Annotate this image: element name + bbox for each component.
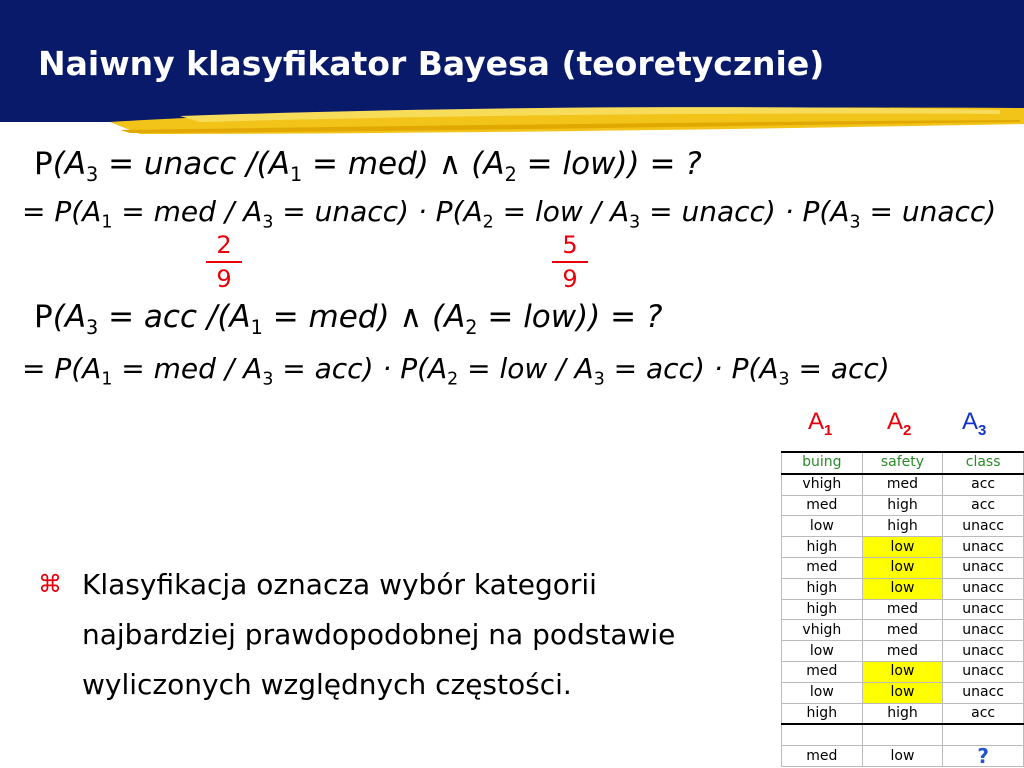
table-cell: med (862, 474, 943, 495)
table-cell: med (862, 620, 943, 641)
formula-posterior-acc: $P(A_3$ = acc $/(A_1 = med)$ ∧ $(A_2 = low)$) = ? (34, 299, 663, 340)
formula-subscript: 2 (504, 163, 517, 187)
table-row (782, 703, 1024, 724)
training-data-table (781, 451, 1024, 767)
table-row (782, 495, 1024, 516)
fraction-two-ninths (204, 231, 244, 293)
formula-text: A (759, 352, 779, 385)
bullet-text (82, 560, 782, 710)
formula-text: = med / (112, 195, 244, 228)
table-row (782, 537, 1024, 558)
query-unknown-class: ? (943, 746, 1024, 767)
formula-subscript: 3 (262, 212, 274, 233)
table-cell: high (862, 516, 943, 537)
table-cell: low (782, 641, 863, 662)
formula-subscript: 3 (86, 163, 99, 187)
formula-text: = low / (493, 195, 611, 228)
table-spacer-row (782, 724, 1024, 746)
query-cell: med (782, 746, 863, 767)
table-cell-empty (943, 724, 1024, 746)
fraction-denominator: 9 (562, 265, 578, 293)
table-cell: high (782, 703, 863, 724)
formula-text: = low)) = ? (516, 146, 702, 182)
attribute-letter: A (808, 408, 825, 435)
fraction-numerator: 2 (216, 231, 232, 259)
formula-subscript: 3 (778, 369, 790, 390)
table-cell: high (782, 537, 863, 558)
table-cell: low (782, 516, 863, 537)
table-cell-highlighted: low (862, 661, 943, 682)
formula-text: A (64, 299, 87, 335)
table-row (782, 682, 1024, 703)
formula-posterior-unacc: $P(A_3$ = unacc $/(A_1 = med)$ ∧ $(A_2 = low)$) = ? (34, 146, 702, 187)
formula-subscript: 3 (849, 212, 861, 233)
formula-subscript: 2 (465, 316, 478, 340)
formula-text: = acc /( (98, 299, 230, 335)
formula-text: A (444, 299, 466, 335)
table-row (782, 661, 1024, 682)
table-cell: vhigh (782, 620, 863, 641)
table-cell-highlighted: low (862, 557, 943, 578)
formula-text: A (610, 195, 630, 228)
table-cell-empty (862, 724, 943, 746)
table-cell: unacc (943, 620, 1024, 641)
table-cell: high (862, 703, 943, 724)
formula-text: A (82, 195, 102, 228)
formula-text: A (574, 352, 594, 385)
formula-text: = acc) · P( (273, 352, 429, 385)
formula-text: A (483, 146, 505, 182)
formula-text: A (463, 195, 483, 228)
fraction-five-ninths (550, 231, 590, 293)
formula-text: = unacc) · P( (273, 195, 464, 228)
formula-subscript: 3 (86, 316, 99, 340)
bullet-line: najbardziej prawdopodobnej na podstawie (82, 618, 676, 651)
formula-text: = med) ∧ ( (302, 146, 484, 182)
table-cell: med (782, 495, 863, 516)
table-cell-empty (782, 724, 863, 746)
table-cell: unacc (943, 661, 1024, 682)
table-cell: unacc (943, 599, 1024, 620)
formula-subscript: 1 (101, 369, 113, 390)
formula-text: P (34, 299, 53, 335)
table-cell: acc (943, 703, 1024, 724)
formula-text: A (229, 299, 251, 335)
formula-subscript: 2 (447, 369, 459, 390)
formula-text: = unacc) · P( (640, 195, 831, 228)
formula-text: = P( (22, 195, 83, 228)
table-cell: med (862, 599, 943, 620)
attribute-label-a1 (808, 408, 832, 439)
command-key-icon: ⌘ (38, 570, 62, 598)
attribute-subscript: 3 (978, 421, 987, 439)
attribute-subscript: 1 (824, 421, 833, 439)
yellow-brush-stroke (0, 100, 1024, 136)
formula-subscript: 1 (250, 316, 263, 340)
table-header-row (782, 452, 1024, 474)
formula-subscript: 1 (101, 212, 113, 233)
table-cell: acc (943, 474, 1024, 495)
formula-subscript: 3 (593, 369, 605, 390)
table-row (782, 516, 1024, 537)
attribute-letter: A (887, 408, 904, 435)
formula-text: P (34, 146, 53, 182)
table-cell: low (782, 682, 863, 703)
table-cell: unacc (943, 641, 1024, 662)
fraction-numerator: 5 (562, 231, 578, 259)
formula-expansion-acc (22, 352, 890, 390)
slide-title: Naiwny klasyfikator Bayesa (teoretycznie) (38, 44, 825, 83)
formula-subscript: 2 (482, 212, 494, 233)
table-cell: acc (943, 495, 1024, 516)
fraction-bar (552, 261, 588, 263)
table-cell: med (862, 641, 943, 662)
table-cell-highlighted: low (862, 682, 943, 703)
table-row (782, 474, 1024, 495)
table-row (782, 557, 1024, 578)
formula-text: A (64, 146, 87, 182)
formula-text: A (243, 195, 263, 228)
formula-text: A (830, 195, 850, 228)
table-cell: unacc (943, 578, 1024, 599)
table-cell: vhigh (782, 474, 863, 495)
table-cell: unacc (943, 537, 1024, 558)
table-row (782, 641, 1024, 662)
formula-text: A (268, 146, 290, 182)
formula-text: = low / (458, 352, 575, 385)
table-cell: med (782, 557, 863, 578)
table-cell: unacc (943, 557, 1024, 578)
query-cell: low (862, 746, 943, 767)
formula-text: = acc) (789, 352, 890, 385)
formula-subscript: 3 (629, 212, 641, 233)
table-cell: unacc (943, 682, 1024, 703)
table-cell: high (862, 495, 943, 516)
formula-text: = low)) = ? (477, 299, 663, 335)
column-header-safety: safety (862, 452, 943, 474)
attribute-label-a3 (962, 408, 986, 439)
table-cell-highlighted: low (862, 537, 943, 558)
table-cell-highlighted: low (862, 578, 943, 599)
table-row (782, 578, 1024, 599)
formula-expansion-unacc (22, 195, 996, 233)
table-row (782, 599, 1024, 620)
formula-text: = med) ∧ ( (262, 299, 445, 335)
formula-text: = acc) · P( (604, 352, 760, 385)
bullet-line: Klasyfikacja oznacza wybór kategorii (82, 568, 597, 601)
formula-text: = med / (112, 352, 244, 385)
formula-subscript: 1 (289, 163, 303, 187)
fraction-bar (206, 261, 242, 263)
formula-text: A (82, 352, 102, 385)
column-header-class: class (943, 452, 1024, 474)
table-cell: high (782, 578, 863, 599)
formula-subscript: 3 (262, 369, 274, 390)
attribute-label-a2 (887, 408, 911, 439)
formula-text: = unacc /( (98, 146, 269, 182)
attribute-subscript: 2 (903, 421, 912, 439)
formula-text: = unacc) (860, 195, 997, 228)
formula-text: A (428, 352, 448, 385)
fraction-denominator: 9 (216, 265, 232, 293)
formula-text: = P( (22, 352, 83, 385)
table-cell: med (782, 661, 863, 682)
formula-text: A (243, 352, 263, 385)
attribute-letter: A (962, 408, 979, 435)
table-query-row (782, 746, 1024, 767)
bullet-line: wyliczonych względnych częstości. (82, 668, 572, 701)
table-row (782, 620, 1024, 641)
table-cell: unacc (943, 516, 1024, 537)
column-header-buing: buing (782, 452, 863, 474)
table-cell: high (782, 599, 863, 620)
